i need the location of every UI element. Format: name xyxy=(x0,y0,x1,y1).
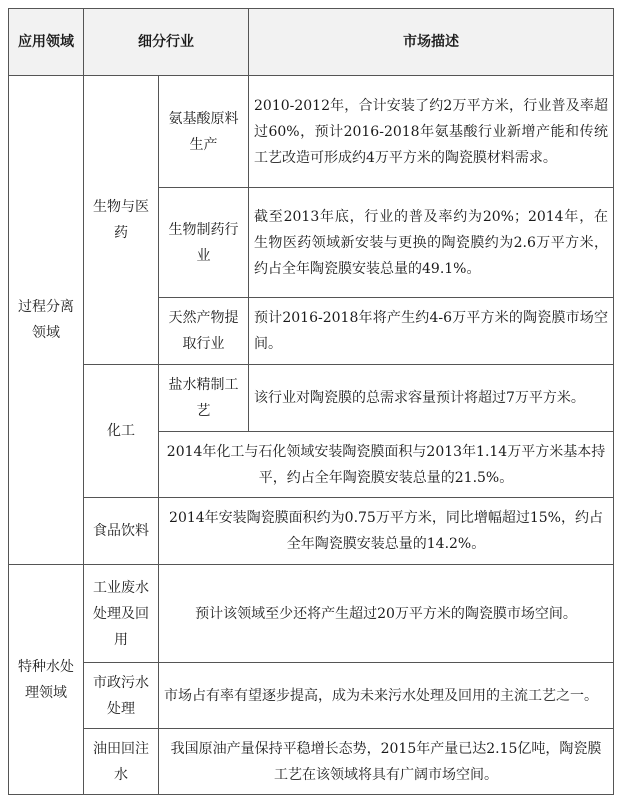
table-row xyxy=(9,565,614,663)
segment-municipal: 市政污水处理 xyxy=(84,663,159,729)
desc-amino: 2010-2012年，合计安装了约2万平方米，行业普及率超过60%，预计2016-2018年氨基酸行业新增产能和传统工艺改造可形成约4万平方米的陶瓷膜材料需求。 xyxy=(249,76,614,188)
desc-pharma: 截至2013年底，行业的普及率约为20%；2014年，在生物医药领域新安装与更换的陶瓷膜约为2.6万平方米，约占全年陶瓷膜安装总量的49.1%。 xyxy=(249,188,614,298)
desc-food: 2014年安装陶瓷膜面积约为0.75万平方米，同比增幅超过15%，约占全年陶瓷膜安装总量的14.2%。 xyxy=(159,498,614,565)
desc-municipal: 市场占有率有望逐步提高，成为未来污水处理及回用的主流工艺之一。 xyxy=(159,663,614,729)
header-row xyxy=(9,9,614,76)
subsegment-amino: 氨基酸原料生产 xyxy=(159,76,249,188)
subsegment-pharma: 生物制药行业 xyxy=(159,188,249,298)
desc-natural: 预计2016-2018年将产生约4-6万平方米的陶瓷膜市场空间。 xyxy=(249,298,614,365)
segment-food: 食品饮料 xyxy=(84,498,159,565)
desc-chem-summary: 2014年化工与石化领域安装陶瓷膜面积与2013年1.14万平方米基本持平，约占全年陶瓷膜安装总量的21.5%。 xyxy=(159,432,614,498)
segment-chem: 化工 xyxy=(84,365,159,498)
header-market: 市场描述 xyxy=(249,9,614,76)
header-domain: 应用领域 xyxy=(9,9,84,76)
domain-water: 特种水处理领域 xyxy=(9,565,84,795)
desc-brine: 该行业对陶瓷膜的总需求容量预计将超过7万平方米。 xyxy=(249,365,614,432)
segment-industrial: 工业废水处理及回用 xyxy=(84,565,159,663)
segment-oilfield: 油田回注水 xyxy=(84,729,159,795)
table-row xyxy=(9,663,614,729)
segment-bio: 生物与医药 xyxy=(84,76,159,365)
domain-process: 过程分离领域 xyxy=(9,76,84,565)
table-row xyxy=(9,76,614,188)
table-row xyxy=(9,365,614,432)
subsegment-natural: 天然产物提取行业 xyxy=(159,298,249,365)
desc-industrial: 预计该领域至少还将产生超过20万平方米的陶瓷膜市场空间。 xyxy=(159,565,614,663)
desc-oilfield: 我国原油产量保持平稳增长态势，2015年产量已达2.15亿吨，陶瓷膜工艺在该领域将具有广阔市场空间。 xyxy=(159,729,614,795)
table-row xyxy=(9,498,614,565)
market-table xyxy=(8,8,614,795)
header-segment: 细分行业 xyxy=(84,9,249,76)
table-row xyxy=(9,729,614,795)
subsegment-brine: 盐水精制工艺 xyxy=(159,365,249,432)
